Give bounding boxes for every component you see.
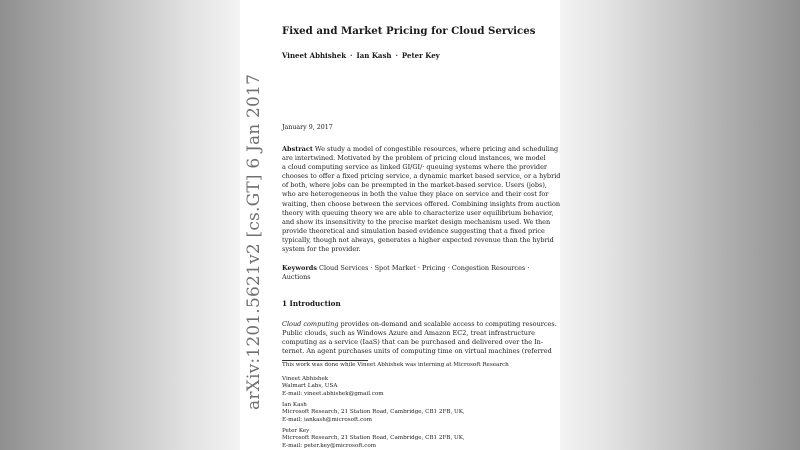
abstract-line: of both, where jobs can be preempted in the market-based service. Users (jobs), [282,181,547,190]
paper-page [240,0,560,450]
section-heading: 1 Introduction [282,299,341,308]
abstract-line: and show its insensitivity to the precise market design mechanism used. We then [282,217,551,226]
affiliation-email: E-mail: iankash@microsoft.com [282,416,372,423]
abstract-text: We study a model of congestible resources, where pricing and scheduling [312,145,559,153]
affiliation-org: Microsoft Research, 21 Station Road, Cambridge, CB1 2FB, UK, [282,435,465,442]
abstract-line [282,145,560,154]
intro-line: ternet. An agent purchases units of computing time on virtual machines (referred [282,347,552,356]
abstract-line: a cloud computing service as linked GI/GI/· queuing systems where the provider [282,163,548,172]
keywords-line: Auctions [282,273,311,282]
abstract-line: provide theoretical and simulation based evidence suggesting that a fixed price [282,226,545,235]
abstract-label: Abstract [282,145,313,153]
author-separator: · [350,51,353,60]
keywords-label: Keywords [282,264,317,272]
keywords-line [282,264,560,273]
affiliation-name: Peter Key [282,428,310,434]
footnote: This work was done while Vineet Abhishek was interning at Microsoft Research [282,362,509,368]
affiliation-email: E-mail: peter.key@microsoft.com [282,442,377,449]
author-separator: · [395,51,398,60]
paper-date: January 9, 2017 [282,124,333,131]
author-name: Ian Kash [356,51,392,60]
intro-line [282,320,560,329]
arxiv-identifier: arXiv:1201.5621v2 [cs.GT] 6 Jan 2017 [244,73,264,410]
affiliation-org: Microsoft Research, 21 Station Road, Cambridge, CB1 2FB, UK, [282,409,465,416]
abstract-line: system for the provider. [282,245,361,254]
keywords-block [282,264,560,282]
author-name: Vineet Abhishek [282,51,347,60]
affiliation-name: Ian Kash [282,402,307,408]
affiliation-block [282,402,465,424]
affiliation-email: E-mail: vineet.abhishek@gmail.com [282,390,384,397]
affiliation-org: Walmart Labs, USA [282,383,338,390]
introduction-text [282,320,560,356]
intro-text: provides on-demand and scalable access to computing resources. [338,320,557,328]
author-list [282,51,440,60]
affiliation-name: Vineet Abhishek [282,376,329,382]
abstract-line: are intertwined. Motivated by the problem of pricing cloud instances, we model [282,154,546,163]
abstract-block [282,145,560,254]
intro-lead-term: Cloud computing [282,320,339,328]
abstract-line: waiting, then choose between the services offered. Combining insights from auction [282,199,560,208]
keywords-text: Cloud Services · Spot Market · Pricing · Congestion Resources · [316,264,530,272]
abstract-line: typically, though not always, generates a higher expected revenue than the hybrid [282,235,554,244]
abstract-line: chooses to offer a fixed pricing service, a dynamic market based service, or a hybrid [282,172,560,181]
paper-title: Fixed and Market Pricing for Cloud Services [282,25,536,37]
affiliation-block [282,376,384,398]
intro-line: computing as a service (IaaS) that can be purchased and delivered over the In- [282,338,544,347]
author-name: Peter Key [401,51,440,60]
footnote-rule [282,360,368,361]
affiliation-block [282,428,465,450]
intro-line: Public clouds, such as Windows Azure and Amazon EC2, treat infrastructure [282,329,535,338]
abstract-line: theory with queuing theory we are able to characterize user equilibrium behavior, [282,208,554,217]
abstract-line: who are heterogeneous in both the value they place on service and their cost for [282,190,549,199]
